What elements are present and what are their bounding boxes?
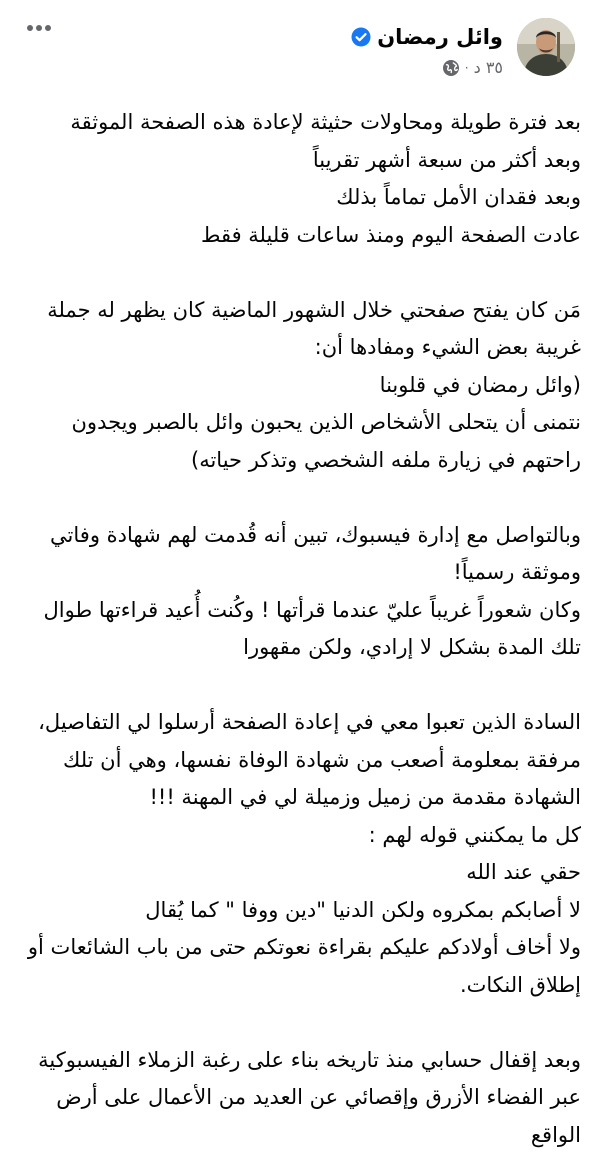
post-meta [442, 58, 503, 78]
post-line: (وائل رمضان في قلوبنا [14, 367, 581, 405]
verified-badge-icon [351, 27, 371, 47]
post-line: وبالتواصل مع إدارة فيسبوك، تبين أنه قُدمت لهم شهادة وفاتي [14, 517, 581, 555]
paragraph [14, 517, 581, 667]
post-line: وكان شعوراً غريباً عليّ عندما قرأتها ! وكُنت أُعيد قراءتها طوال [14, 592, 581, 630]
avatar-image [517, 18, 575, 76]
post-line: تلك المدة بشكل لا إرادي، ولكن مقهورا [14, 629, 581, 667]
post-line: وبعد أكثر من سبعة أشهر تقريباً [14, 142, 581, 180]
post-line: حقي عند الله [14, 854, 581, 892]
author-line [351, 24, 503, 50]
paragraph [14, 704, 581, 1004]
paragraph-gap [14, 479, 581, 517]
post-line: وموثقة رسمياً! [14, 554, 581, 592]
paragraph [14, 292, 581, 480]
post-line: عادت الصفحة اليوم ومنذ ساعات قليلة فقط [14, 217, 581, 255]
post-timestamp[interactable]: ٣٥ د [474, 58, 503, 78]
meta-separator: · [465, 58, 469, 78]
paragraph-gap [14, 1004, 581, 1042]
post-line: نتمنى أن يتحلى الأشخاص الذين يحبون وائل بالصبر ويجدون [14, 404, 581, 442]
paragraph [14, 1042, 581, 1154]
globe-icon[interactable] [442, 59, 460, 77]
post-line: عبر الفضاء الأزرق وإقصائي عن العديد من الأعمال على أرض [14, 1079, 581, 1117]
more-options-icon [26, 24, 52, 32]
post-line: راحتهم في زيارة ملفه الشخصي وتذكر حياته) [14, 442, 581, 480]
post-line: وبعد فقدان الأمل تماماً بذلك [14, 179, 581, 217]
post-text [14, 104, 581, 1154]
post-line: مرفقة بمعلومة أصعب من شهادة الوفاة نفسها، وهي أن تلك [14, 742, 581, 780]
post-line: إطلاق النكات. [14, 967, 581, 1005]
more-options-button[interactable] [24, 18, 54, 38]
post-line: بعد فترة طويلة ومحاولات حثيثة لإعادة هذه الصفحة الموثقة [14, 104, 581, 142]
author-avatar[interactable] [517, 18, 575, 76]
post-line: الشهادة مقدمة من زميل وزميلة لي في المهنة !!! [14, 779, 581, 817]
author-name[interactable]: وائل رمضان [377, 24, 503, 50]
post-line: ولا أخاف أولادكم عليكم بقراءة نعوتكم حتى من باب الشائعات أو [14, 929, 581, 967]
paragraph-gap [14, 254, 581, 292]
post-line: السادة الذين تعبوا معي في إعادة الصفحة أرسلوا لي التفاصيل، [14, 704, 581, 742]
post-header [0, 0, 601, 90]
paragraph-gap [14, 667, 581, 705]
post-line: لا أصابكم بمكروه ولكن الدنيا "دين ووفا " كما يُقال [14, 892, 581, 930]
post-line: الواقع [14, 1117, 581, 1154]
post-line: مَن كان يفتح صفحتي خلال الشهور الماضية كان يظهر له جملة [14, 292, 581, 330]
post-line: وبعد إقفال حسابي منذ تاريخه بناء على رغبة الزملاء الفيسبوكية [14, 1042, 581, 1080]
post-line: غريبة بعض الشيء ومفادها أن: [14, 329, 581, 367]
post-line: كل ما يمكنني قوله لهم : [14, 817, 581, 855]
paragraph [14, 104, 581, 254]
